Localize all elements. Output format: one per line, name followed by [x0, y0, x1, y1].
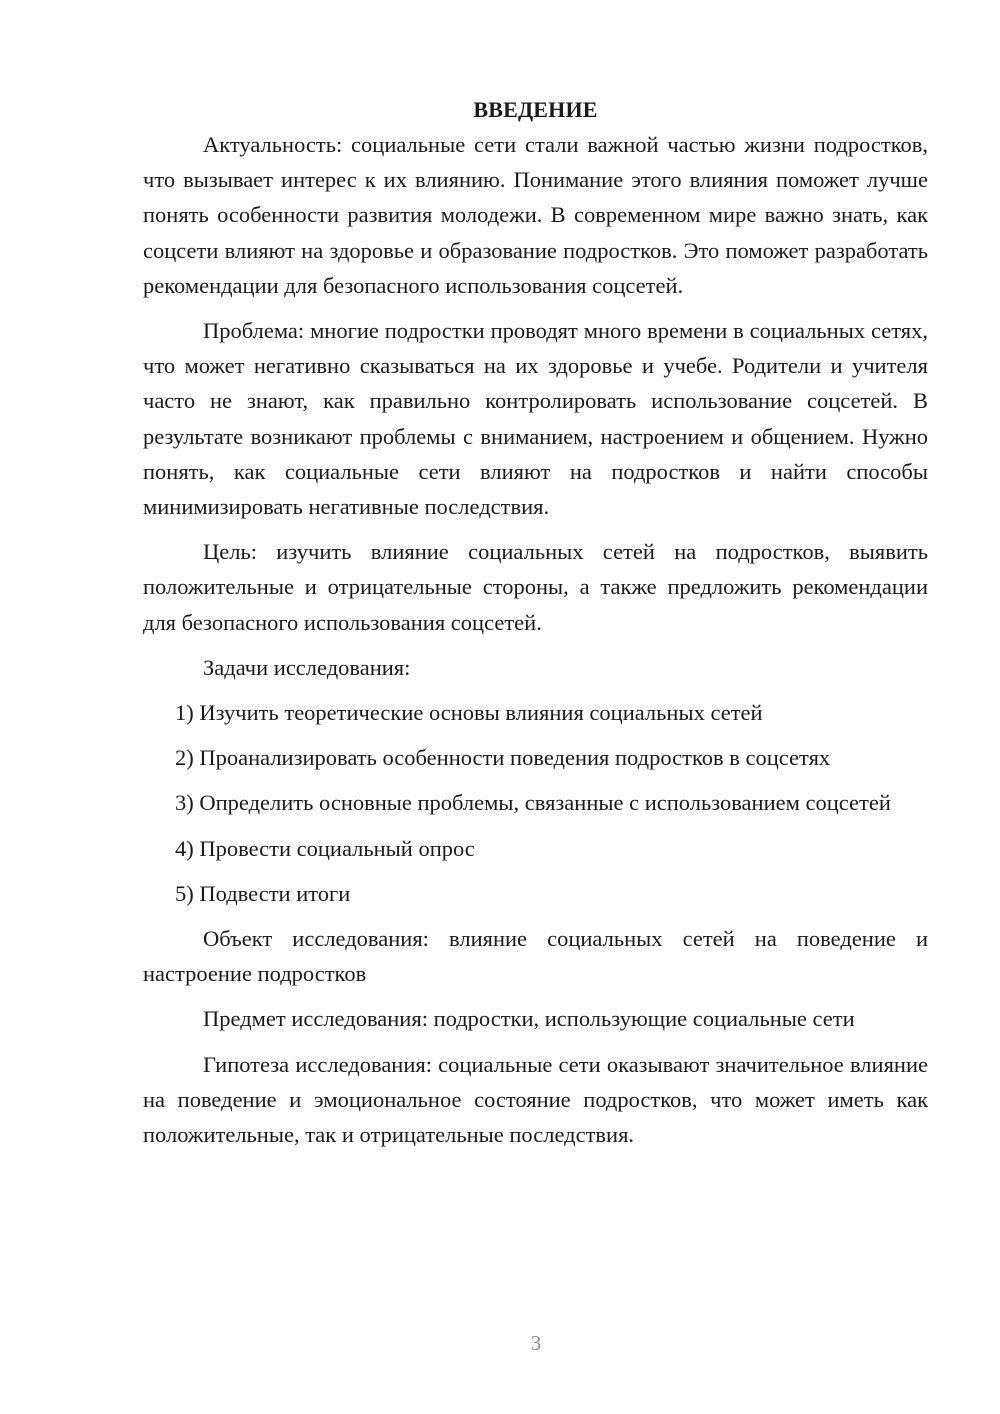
task-item-3: 3) Определить основные проблемы, связанные с использованием соцсетей: [175, 790, 891, 816]
document-page: [143, 92, 928, 1162]
task-item-4: 4) Провести социальный опрос: [175, 835, 475, 861]
relevance-paragraph: Актуальность: социальные сети стали важной частью жизни подростков, что вызывает интерес к их влиянию. Понимание этого влияния поможет лучше понять особенности развития молодежи. В современном мире важно знать, как соцсети влияют на здоровье и образование подростков. Это поможет разработать рекомендации для безопасного использования соцсетей.: [143, 132, 928, 298]
task-item-5: 5) Подвести итоги: [175, 880, 351, 906]
tasks-title: Задачи исследования:: [203, 654, 411, 680]
task-item-1: 1) Изучить теоретические основы влияния социальных сетей: [175, 700, 763, 726]
hypothesis-paragraph: Гипотеза исследования: социальные сети оказывают значительное влияние на поведение и эмоциональное состояние подростков, что может иметь как положительные, так и отрицательные последствия.: [143, 1051, 928, 1148]
goal-paragraph: Цель: изучить влияние социальных сетей на подростков, выявить положительные и отрицательные стороны, а также предложить рекомендации для безопасного использования соцсетей.: [143, 539, 928, 635]
problem-paragraph: Проблема: многие подростки проводят много времени в социальных сетях, что может негативно сказываться на их здоровье и учебе. Родители и учителя часто не знают, как правильно контролировать использование соцсетей. В результате возникают проблемы с вниманием, настроением и общением. Нужно понять, как социальные сети влияют на подростков и найти способы минимизировать негативные последствия.: [143, 318, 928, 520]
object-paragraph: Объект исследования: влияние социальных сетей на поведение и настроение подростков: [143, 926, 928, 987]
page-title: ВВЕДЕНИЕ: [473, 97, 598, 122]
page-number: 3: [530, 1331, 542, 1355]
subject-paragraph: Предмет исследования: подростки, использующие социальные сети: [203, 1006, 855, 1032]
task-item-2: 2) Проанализировать особенности поведения подростков в соцсетях: [175, 745, 831, 771]
